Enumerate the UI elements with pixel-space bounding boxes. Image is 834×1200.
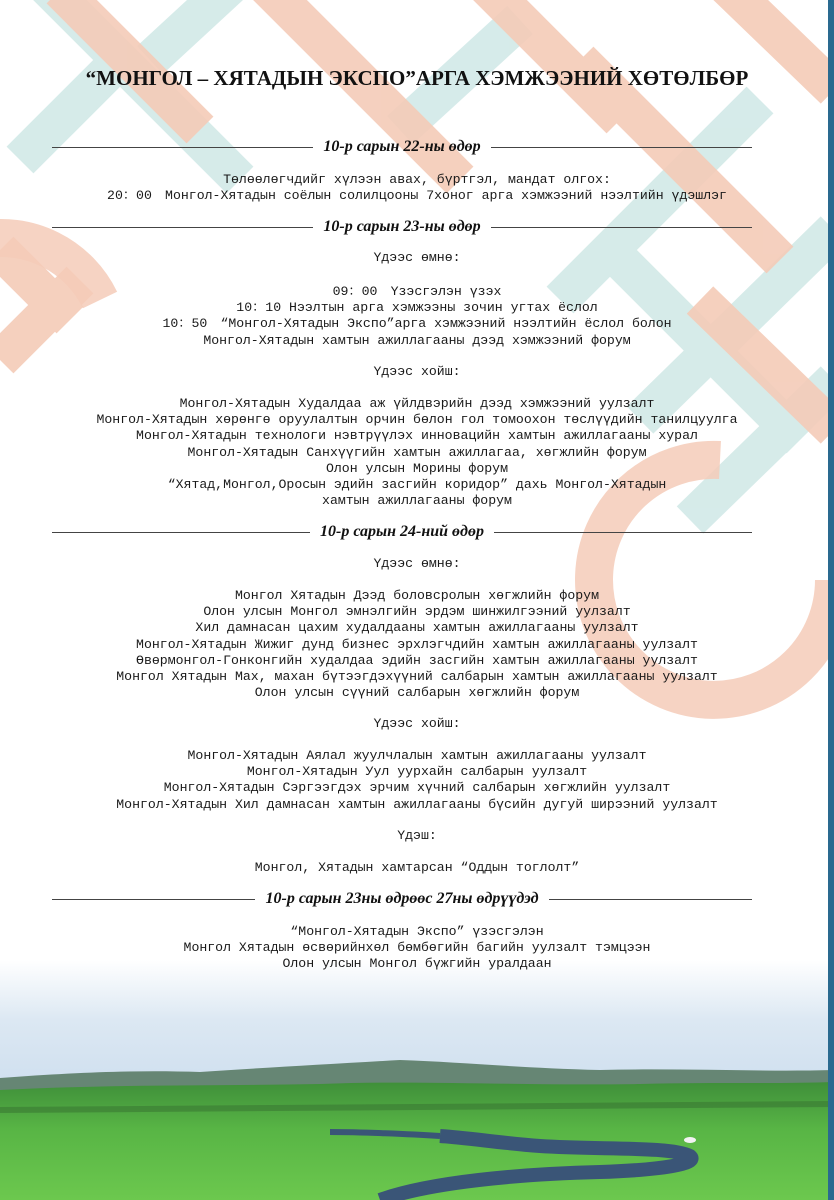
- schedule-line: Монгол-Хятадын Уул уурхайн салбарын уулзалт: [246, 764, 588, 780]
- schedule-line: 10：10 Нээлтын арга хэмжээны зочин угтах ёслол: [236, 300, 598, 316]
- schedule-line: Өвөрмонгол-Гонконгийн худалдаа эдийн засгийн хамтын ажиллагааны уулзалт: [136, 652, 698, 668]
- date-label: 10-р сарын 23-ны өдөр: [323, 218, 481, 235]
- schedule-oct23-afternoon: [0, 396, 834, 509]
- schedule-line: Монгол-Хятадын Аялал жуулчлалын хамтын ажиллагааны уулзалт: [187, 748, 647, 763]
- schedule-line: Олон улсын Монгол бүжгийн уралдаан: [282, 956, 552, 972]
- schedule-oct24-evening: [0, 860, 834, 876]
- schedule-oct23-morning: [0, 284, 834, 349]
- schedule-line: хамтын ажиллагааны форум: [322, 493, 512, 509]
- schedule-line: Монгол, Хятадын хамтарсан “Оддын тоглолт”: [254, 860, 580, 875]
- schedule-line: 09：00 Үзэсгэлэн үзэх: [332, 284, 502, 299]
- schedule-line: Монгол-Хятадын хөрөнгө оруулалтын орчин бөлон гол томоохон төслүүдийн танилцуулга: [96, 412, 738, 428]
- schedule-oct24-afternoon: [0, 748, 834, 813]
- schedule-line: Монгол-Хятадын Санхүүгийн хамтын ажиллагаа, хөгжлийн форум: [187, 444, 647, 460]
- schedule-line: Хил дамнасан цахим худалдааны хамтын ажиллагааны уулзалт: [195, 620, 639, 636]
- page-edge-strip: [828, 0, 834, 1200]
- date-header-oct24: [52, 521, 752, 543]
- schedule-line: Монгол Хятадын Дээд боловсролын хөгжлийн форум: [234, 588, 600, 603]
- page-title: “МОНГОЛ – ХЯТАДЫН ЭКСПО”АРГА ХЭМЖЭЭНИЙ ХӨТӨЛБӨР: [85, 66, 749, 90]
- schedule-line: Монгол-Хятадын технологи нэвтрүүлэх инновацийн хамтын ажиллагааны хурал: [136, 428, 698, 444]
- schedule-line: 20：00 Монгол-Хятадын соёлын солилцооны 7хоног арга хэмжээний нээлтийн үдэшлэг: [107, 188, 727, 204]
- divider-line: [549, 899, 752, 900]
- schedule-line: Олон улсын Морины форум: [325, 460, 509, 476]
- date-header-oct23-27: [52, 888, 752, 910]
- schedule-oct23-27: [0, 924, 834, 973]
- date-header-oct22: [52, 136, 752, 158]
- divider-line: [52, 227, 313, 228]
- schedule-oct22: [0, 172, 834, 204]
- schedule-line: Монгол-Хятадын Хил дамнасан хамтын ажиллагааны бүсийн дугуй ширээний уулзалт: [116, 796, 718, 812]
- schedule-line: 10：50 “Монгол-Хятадын Экспо”арга хэмжээний нээлтийн ёслол болон: [162, 316, 672, 332]
- divider-line: [52, 899, 255, 900]
- schedule-line: “Монгол-Хятадын Экспо” үзэсгэлэн: [290, 924, 544, 939]
- schedule-line: Олон улсын Монгол эмнэлгийн эрдэм шинжилгээний уулзалт: [203, 604, 631, 620]
- schedule-line: Монгол-Хятадын Худалдаа аж үйлдвэрийн дээд хэмжээний уулзалт: [179, 396, 655, 411]
- morning-label: Үдээс өмнө:: [373, 250, 461, 265]
- divider-line: [491, 227, 752, 228]
- divider-line: [491, 147, 752, 148]
- steppe-landscape-image: [0, 960, 834, 1200]
- schedule-line: Монгол Хятадын Мах, махан бүтээгдэхүүний салбарын хамтын ажиллагааны уулзалт: [116, 669, 718, 685]
- divider-line: [52, 532, 310, 533]
- date-header-oct23: [52, 216, 752, 238]
- divider-line: [52, 147, 313, 148]
- schedule-line: Төлөөлөгчдийг хүлээн авах, бүртгэл, мандат олгох:: [223, 172, 611, 187]
- afternoon-label: Үдээс хойш:: [373, 716, 461, 731]
- date-label: 10-р сарын 22-ны өдөр: [323, 138, 481, 155]
- date-label: 10-р сарын 23ны өдрөөс 27ны өдрүүдэд: [265, 890, 539, 907]
- morning-label: Үдээс өмнө:: [373, 556, 461, 571]
- date-label: 10-р сарын 24-ний өдөр: [320, 523, 484, 540]
- schedule-line: Монгол-Хятадын Сэргээгдэх эрчим хүчний салбарын хөгжлийн уулзалт: [163, 780, 671, 796]
- afternoon-label: Үдээс хойш:: [373, 364, 461, 379]
- divider-line: [494, 532, 752, 533]
- schedule-line: Монгол Хятадын өсвөрийнхөл бөмбөгийн багийн уулзалт тэмцээн: [183, 940, 651, 956]
- schedule-line: Олон улсын сүүний салбарын хөгжлийн форум: [254, 685, 580, 701]
- evening-label: Үдэш:: [397, 828, 437, 843]
- schedule-line: Монгол-Хятадын Жижиг дунд бизнес эрхлэгчдийн хамтын ажиллагааны уулзалт: [136, 636, 698, 652]
- schedule-oct24-morning: [0, 588, 834, 701]
- schedule-line: “Хятад,Монгол,Оросын эдийн засгийн коридор” дахь Монгол-Хятадын: [167, 477, 667, 493]
- schedule-line: Монгол-Хятадын хамтын ажиллагааны дээд хэмжээний форум: [203, 332, 631, 348]
